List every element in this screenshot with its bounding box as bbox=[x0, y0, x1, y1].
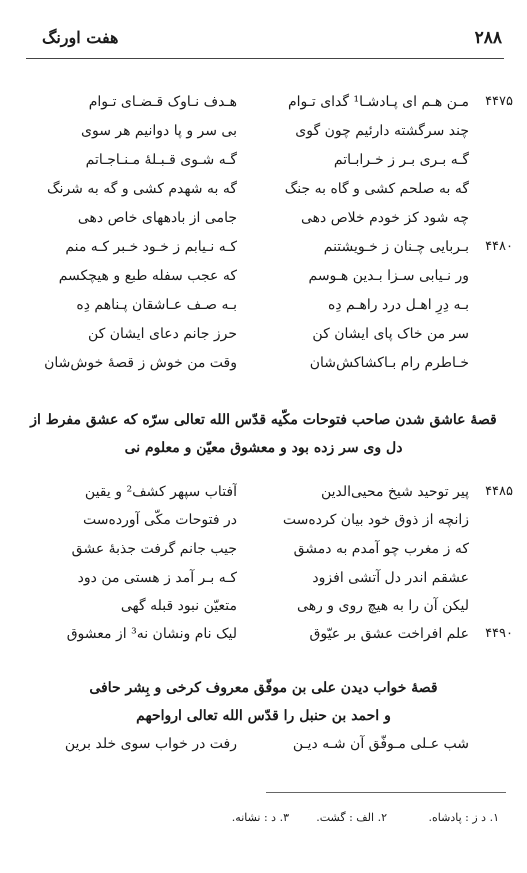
page-number: ۲۸۸ bbox=[474, 28, 502, 48]
couplet bbox=[0, 206, 527, 230]
verse-number: ۴۴۹۰ bbox=[485, 626, 513, 641]
second-hemistich: بی سر و پا دوانیم هر سوی bbox=[81, 123, 237, 139]
second-hemistich: که عجب سفله طبع و هیچکسم bbox=[58, 268, 237, 284]
couplet bbox=[0, 480, 527, 504]
second-hemistich: لیک نام ونشان نه³ از معشوق bbox=[66, 626, 237, 642]
first-hemistich: بـربایی چـنان ز خـویشتنم bbox=[323, 239, 469, 255]
second-hemistich: حرز جانم دعای ایشان کن bbox=[87, 326, 237, 342]
section-heading: و احمد بن حنبل را قدّس الله تعالی ارواحهم bbox=[136, 708, 391, 724]
couplet bbox=[0, 235, 527, 259]
first-hemistich: شب عـلی مـوفّق آن شـه دیـن bbox=[292, 736, 469, 752]
second-hemistich: کـه نـیابم ز خـود خـبر کـه منم bbox=[65, 239, 237, 255]
first-hemistich: پیر توحید شیخ محیی‌الدین bbox=[320, 484, 469, 500]
footnote: ۳. د : نشانه. bbox=[231, 811, 289, 824]
second-hemistich: کـه بـر آمد ز هستی من دود bbox=[77, 570, 237, 586]
second-hemistich: گه به شهدم کشی و گه به شرنگ bbox=[47, 181, 237, 197]
verse-number: ۴۴۷۵ bbox=[485, 94, 513, 109]
footnote-rule bbox=[266, 792, 506, 793]
second-hemistich: هـدف نـاوک قـضـای تـوام bbox=[88, 94, 237, 110]
couplet bbox=[0, 119, 527, 143]
couplet bbox=[0, 264, 527, 288]
second-hemistich: جامی از بادههای خاص دهی bbox=[77, 210, 237, 226]
second-hemistich: رفت در خواب سوی خلد برین bbox=[64, 736, 237, 752]
first-hemistich: گه به صلحم کشی و گاه به جنگ bbox=[284, 181, 469, 197]
section-heading: قصهٔ عاشق شدن صاحب فتوحات مکّیه قدّس الله تعالی سرّه که عشق مفرط از bbox=[30, 412, 497, 428]
first-hemistich: بـه دِرِ اهـل درد راهـم دِه bbox=[328, 297, 469, 313]
couplet bbox=[0, 351, 527, 375]
couplet bbox=[0, 732, 527, 756]
couplet bbox=[0, 90, 527, 114]
couplet bbox=[0, 594, 527, 618]
first-hemistich: چند سرگشته دارئیم چون گوی bbox=[295, 123, 469, 139]
first-hemistich: مـن هـم ای پـادشـا¹ گدای تـوام bbox=[287, 94, 469, 110]
first-hemistich: چه شود کز خودم خلاص دهی bbox=[300, 210, 469, 226]
footnote: ۲. الف : گشت. bbox=[316, 811, 387, 824]
running-title: هفت اورنگ bbox=[42, 28, 119, 47]
verse-number: ۴۴۸۵ bbox=[485, 484, 513, 499]
first-hemistich: خـاطرم رام بـاکشاکش‌شان bbox=[309, 355, 469, 371]
footnotes bbox=[179, 808, 499, 828]
first-hemistich: علم افراخت عشق بر عیّوق bbox=[309, 626, 469, 642]
first-hemistich: عشقم اندر دل آتشی افزود bbox=[312, 570, 469, 586]
couplet bbox=[0, 177, 527, 201]
second-hemistich: متعیّن نبود قبله گهی bbox=[120, 598, 237, 614]
first-hemistich: سر من خاک پای ایشان کن bbox=[312, 326, 469, 342]
section-heading: قصهٔ خواب دیدن علی بن موفّق معروف کرخی و بِشر حافی bbox=[89, 680, 438, 696]
second-hemistich: گـه شـوی قـبـلهٔ مـنـاجـاتم bbox=[85, 152, 237, 168]
first-hemistich: ور نـیابی سـزا بـدین هـوسم bbox=[308, 268, 469, 284]
couplet bbox=[0, 322, 527, 346]
page-header bbox=[42, 24, 502, 50]
header-rule bbox=[26, 58, 504, 59]
section-heading: دل وی سر زده بود و معشوق معیّن و معلوم نی bbox=[124, 440, 403, 456]
second-hemistich: وقت من خوش ز قصهٔ خوش‌شان bbox=[44, 355, 237, 371]
footnote: ۱. د ز : پادشاه. bbox=[428, 811, 499, 824]
second-hemistich: آفتاب سپهر کشف² و یقین bbox=[84, 484, 237, 500]
first-hemistich: زانچه از ذوق خود بیان کرده‌ست bbox=[282, 512, 469, 528]
couplet bbox=[0, 293, 527, 317]
first-hemistich: که ز مغرب چو آمدم به دمشق bbox=[293, 541, 469, 557]
couplet bbox=[0, 148, 527, 172]
second-hemistich: بـه صـف عـاشقان پـناهم دِه bbox=[76, 297, 237, 313]
couplet bbox=[0, 622, 527, 646]
first-hemistich: لیکن آن را به هیچ روی و رهی bbox=[297, 598, 469, 614]
second-hemistich: در فتوحات مکّی آورده‌ست bbox=[83, 512, 237, 528]
couplet bbox=[0, 566, 527, 590]
second-hemistich: جیب جانم گرفت جذبهٔ عشق bbox=[71, 541, 237, 557]
verse-number: ۴۴۸۰ bbox=[485, 239, 513, 254]
couplet bbox=[0, 508, 527, 532]
couplet bbox=[0, 537, 527, 561]
first-hemistich: گـه بـری بـر ز خـرابـاتم bbox=[333, 152, 469, 168]
